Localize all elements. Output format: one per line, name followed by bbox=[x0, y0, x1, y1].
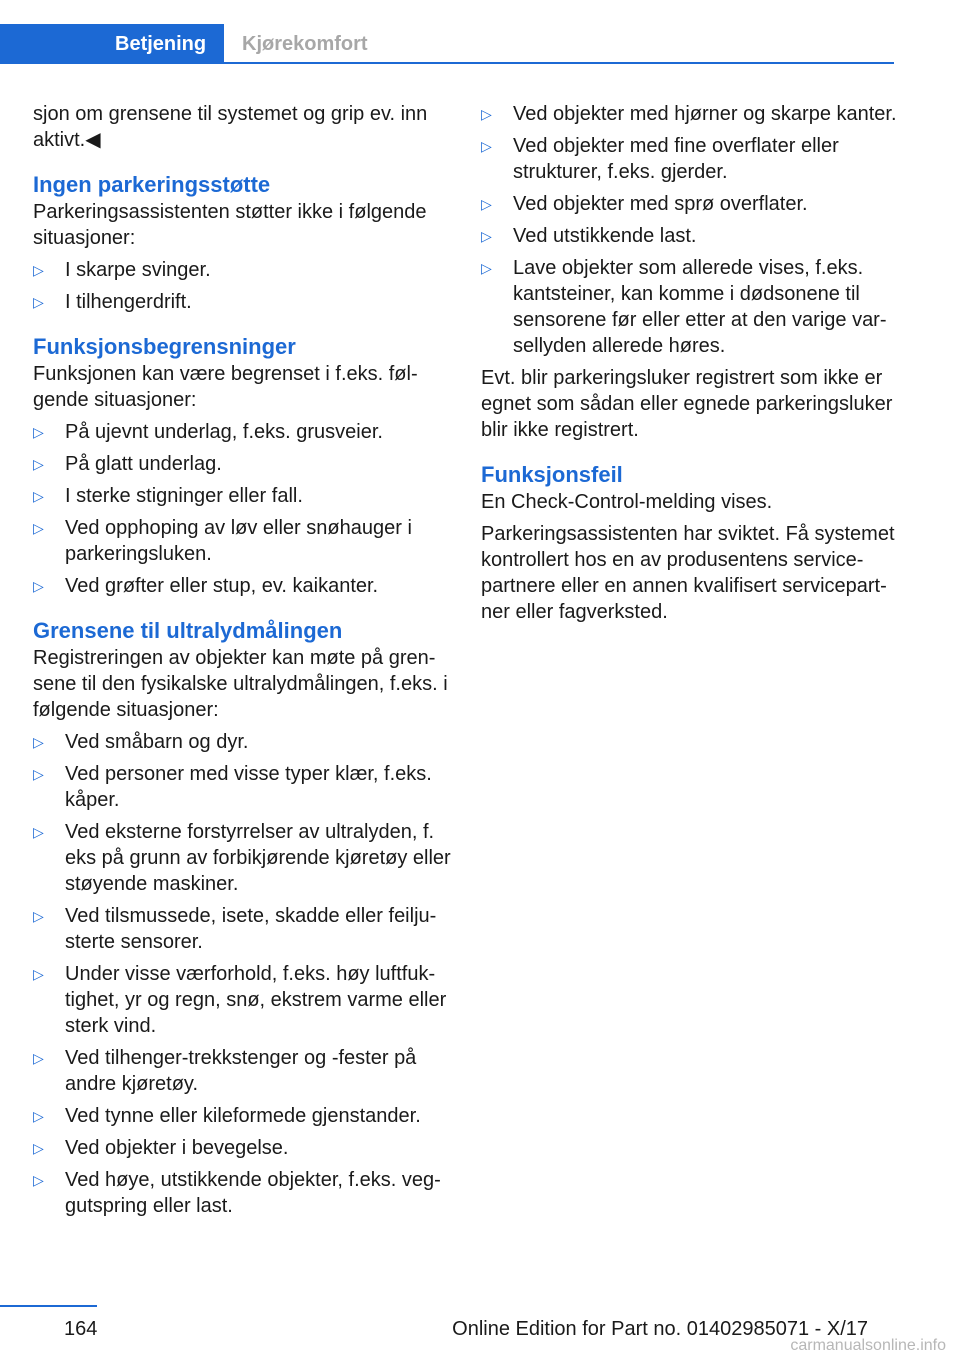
triangle-bullet-icon: ▷ bbox=[33, 1108, 44, 1124]
triangle-bullet-icon: ▷ bbox=[33, 908, 44, 924]
triangle-bullet-icon: ▷ bbox=[33, 456, 44, 472]
section-text: En Check-Control-melding vises. bbox=[481, 491, 773, 513]
page-number: 164 bbox=[64, 1318, 98, 1340]
list-item: ▷ Ved eksterne forstyrrelser av ultralyden, f. eks på grunn av forbikjørende kjøretøy eller støyende maskiner. bbox=[33, 821, 451, 895]
list-item: ▷ Ved tynne eller kileformede gjenstander. bbox=[33, 1105, 421, 1127]
heading-funksjonsfeil: Funksjonsfeil bbox=[481, 462, 623, 487]
section-text: Parkeringsassistenten har sviktet. Få systemet kontrollert hos en av produsentens servicepartnere eller en annen kvalifisert servicepartner eller fagverksted. bbox=[481, 523, 895, 623]
list-item: ▷ Under visse værforhold, f.eks. høy luftfuktighet, yr og regn, snø, ekstrem varme eller sterk vind. bbox=[33, 963, 447, 1037]
triangle-bullet-icon: ▷ bbox=[33, 1050, 44, 1066]
list-item: ▷ Ved objekter med hjørner og skarpe kanter. bbox=[481, 103, 897, 125]
header-bar bbox=[0, 0, 894, 64]
list-item: ▷ I skarpe svinger. bbox=[33, 259, 211, 281]
triangle-bullet-icon: ▷ bbox=[33, 1140, 44, 1156]
list-item: ▷ Lave objekter som allerede vises, f.eks. kantsteiner, kan komme i dødsonene til sensorene før eller etter at den varige varsellyden allerede høres. bbox=[481, 257, 887, 357]
list-item: ▷ Ved objekter med sprø overflater. bbox=[481, 193, 808, 215]
list-item: ▷ I tilhengerdrift. bbox=[33, 291, 192, 313]
watermark: carmanualsonline.info bbox=[790, 1337, 946, 1354]
list-item: ▷ Ved personer med visse typer klær, f.eks. kåper. bbox=[33, 763, 432, 811]
triangle-bullet-icon: ▷ bbox=[481, 228, 492, 244]
edition-footer: Online Edition for Part no. 01402985071 - X/17 bbox=[452, 1318, 868, 1340]
heading-grensene-ultralydmalingen: Grensene til ultralydmålingen bbox=[33, 618, 343, 643]
heading-funksjonsbegrensninger: Funksjonsbegrensninger bbox=[33, 334, 296, 359]
paragraph-text: Evt. blir parkeringsluker registrert som ikke er egnet som sådan eller egnede parkeringsluker blir ikke registrert. bbox=[481, 367, 893, 441]
list-item: ▷ På glatt underlag. bbox=[33, 453, 222, 475]
list-item: ▷ Ved objekter i bevegelse. bbox=[33, 1137, 289, 1159]
tab-betjening-label: Betjening bbox=[115, 33, 207, 55]
triangle-bullet-icon: ▷ bbox=[33, 734, 44, 750]
list-item: ▷ I sterke stigninger eller fall. bbox=[33, 485, 303, 507]
section-text: Parkeringsassistenten støtter ikke i følgende situasjoner: bbox=[33, 201, 427, 249]
intro-text: sjon om grensene til systemet og grip ev. inn aktivt.◀ bbox=[33, 103, 428, 151]
triangle-bullet-icon: ▷ bbox=[33, 966, 44, 982]
triangle-bullet-icon: ▷ bbox=[33, 294, 44, 310]
bullet-list bbox=[33, 729, 453, 1219]
list-item: ▷ På ujevnt underlag, f.eks. grusveier. bbox=[33, 421, 383, 443]
list-item: ▷ Ved grøfter eller stup, ev. kaikanter. bbox=[33, 575, 379, 597]
bullet-list bbox=[33, 419, 453, 599]
list-item: ▷ Ved høye, utstikkende objekter, f.eks. veggutspring eller last. bbox=[33, 1169, 441, 1217]
left-column bbox=[33, 101, 453, 1225]
page-number-rule bbox=[0, 1305, 97, 1307]
list-item: ▷ Ved opphoping av løv eller snøhauger i parkeringsluken. bbox=[33, 517, 412, 565]
heading-ingen-parkeringsstotte: Ingen parkeringsstøtte bbox=[33, 172, 271, 197]
bullet-list bbox=[481, 101, 901, 359]
right-column bbox=[481, 101, 901, 631]
triangle-bullet-icon: ▷ bbox=[33, 424, 44, 440]
triangle-bullet-icon: ▷ bbox=[33, 262, 44, 278]
list-item: ▷ Ved tilsmussede, isete, skadde eller feiljusterte sensorer. bbox=[33, 905, 437, 953]
tab-betjening[interactable] bbox=[0, 24, 224, 62]
triangle-bullet-icon: ▷ bbox=[33, 578, 44, 594]
triangle-bullet-icon: ▷ bbox=[481, 106, 492, 122]
triangle-bullet-icon: ▷ bbox=[33, 1172, 44, 1188]
section-text: Registreringen av objekter kan møte på grensene til den fysikalske ultralydmålingen, f.eks. i følgende situasjoner: bbox=[33, 647, 448, 721]
tab-kjorekomfort[interactable]: Kjørekomfort bbox=[242, 33, 368, 55]
list-item: ▷ Ved småbarn og dyr. bbox=[33, 731, 249, 753]
triangle-bullet-icon: ▷ bbox=[481, 260, 492, 276]
triangle-bullet-icon: ▷ bbox=[481, 196, 492, 212]
section-text: Funksjonen kan være begrenset i f.eks. følgende situasjoner: bbox=[33, 363, 418, 411]
triangle-bullet-icon: ▷ bbox=[33, 520, 44, 536]
list-item: ▷ Ved utstikkende last. bbox=[481, 225, 697, 247]
triangle-bullet-icon: ▷ bbox=[33, 488, 44, 504]
list-item: ▷ Ved tilhenger-trekkstenger og -fester på andre kjøretøy. bbox=[33, 1047, 417, 1095]
list-item: ▷ Ved objekter med fine overflater eller strukturer, f.eks. gjerder. bbox=[481, 135, 839, 183]
triangle-bullet-icon: ▷ bbox=[33, 766, 44, 782]
bullet-list bbox=[33, 257, 453, 315]
triangle-bullet-icon: ▷ bbox=[481, 138, 492, 154]
triangle-bullet-icon: ▷ bbox=[33, 824, 44, 840]
